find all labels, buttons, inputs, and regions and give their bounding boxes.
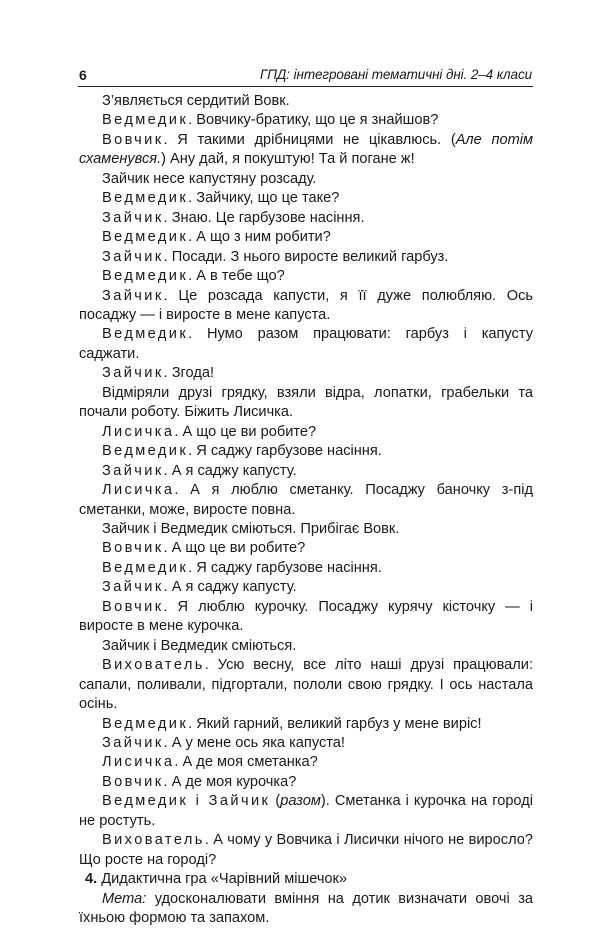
stage-remark: Зайчик несе капустяну розсаду. bbox=[102, 170, 317, 187]
section-title: Дидактична гра «Чарівний мішечок» bbox=[97, 871, 348, 888]
dialogue-line: Вовчик. Я такими дрібницями не цікавлюсь. (Але потім схаменувся.) Ану дай, я покуштую! Та й погане ж! bbox=[79, 131, 533, 168]
speaker-name: Вовчик bbox=[102, 773, 164, 790]
speaker-name: Вихователь bbox=[102, 657, 205, 674]
speaker-name: Зайчик bbox=[102, 734, 164, 751]
stage-remark: З’являється сердитий Вовк. bbox=[102, 93, 290, 109]
stage-remark: Зайчик і Ведмедик сміються. Прибігає Вовк. bbox=[102, 520, 400, 537]
speaker-name: Ведмедик bbox=[102, 443, 189, 460]
goal-text: удосконалювати вміння на дотик визначати овочі за їхньою формою та запахом. bbox=[79, 890, 533, 927]
dialogue-line: Зайчик. Це розсада капусти, я її дуже полюбляю. Ось посаджу — і виросте в мене капуста. bbox=[79, 287, 533, 323]
dialogue-line: Зайчик. А я саджу капусту. bbox=[102, 462, 297, 479]
stage-direction: разом bbox=[280, 793, 321, 810]
speaker-name: Вихователь bbox=[102, 832, 205, 849]
speaker-name: Ведмедик bbox=[102, 326, 189, 343]
dialogue-line: Ведмедик. Я саджу гарбузове насіння. bbox=[102, 443, 382, 460]
dialogue-line: Ведмедик і Зайчик (разом). Сметанка і курочка на городі не ростуть. bbox=[79, 793, 533, 829]
stage-direction: Але потім схаменувся. bbox=[79, 131, 533, 168]
dialogue-line: Зайчик. Посади. З нього виросте великий гарбуз. bbox=[102, 248, 449, 265]
page-number: 6 bbox=[79, 67, 87, 83]
speaker-name: Лисичка bbox=[102, 754, 175, 771]
running-title: ГПД: інтегровані тематичні дні. 2–4 класи bbox=[259, 67, 532, 82]
goal-label: Мета: bbox=[102, 890, 147, 907]
dialogue-line: Лисичка. А що це ви робите? bbox=[102, 423, 317, 440]
dialogue-line: Ведмедик. Вовчику-братику, що це я знайшов? bbox=[102, 112, 439, 129]
section-goal bbox=[79, 890, 533, 928]
speaker-name: Ведмедик bbox=[102, 112, 189, 129]
dialogue-line: Вихователь. А чому у Вовчика і Лисички нічого не виросло? Що росте на городі? bbox=[79, 832, 533, 868]
speaker-name: Зайчик bbox=[102, 209, 164, 226]
section-number: 4. bbox=[85, 871, 98, 888]
speaker-name: Ведмедик bbox=[102, 268, 189, 285]
speaker-name: Ведмедик bbox=[102, 190, 189, 207]
page-header bbox=[78, 66, 533, 87]
dialogue-line: Лисичка. А де моя сметанка? bbox=[102, 754, 318, 771]
speaker-name: Зайчик bbox=[102, 248, 164, 265]
dialogue-line: Ведмедик. Я саджу гарбузове насіння. bbox=[102, 559, 382, 576]
speaker-name: Вовчик bbox=[102, 131, 164, 148]
dialogue-line: Лисичка. А я люблю сметанку. Посаджу баночку з-під сметанки, може, виросте повна. bbox=[79, 482, 533, 518]
speaker-name: Лисичка bbox=[102, 482, 175, 499]
speaker-name: Вовчик bbox=[102, 598, 164, 615]
speaker-name: Ведмедик bbox=[102, 715, 189, 732]
dialogue-line: Зайчик. А у мене ось яка капуста! bbox=[102, 734, 345, 751]
speaker-name: Лисичка bbox=[102, 423, 175, 440]
page-body bbox=[79, 92, 533, 928]
speaker-name: Зайчик bbox=[102, 287, 164, 304]
dialogue-line: Вовчик. А що це ви робите? bbox=[102, 540, 306, 557]
dialogue-line: Зайчик. Згода! bbox=[102, 365, 215, 382]
speaker-name: Зайчик bbox=[102, 579, 164, 596]
dialogue-line: Ведмедик. А в тебе що? bbox=[102, 268, 285, 285]
dialogue-line: Ведмедик. Нумо разом працювати: гарбуз і капусту саджати. bbox=[79, 326, 533, 362]
dialogue-line: Ведмедик. Який гарний, великий гарбуз у мене виріс! bbox=[102, 715, 482, 732]
speaker-name: Зайчик bbox=[102, 365, 164, 382]
speaker-name: Вовчик bbox=[102, 540, 164, 557]
dialogue-line: Вовчик. А де моя курочка? bbox=[102, 773, 297, 790]
dialogue-line: Ведмедик. Зайчику, що це таке? bbox=[102, 190, 340, 207]
dialogue-line: Вовчик. Я люблю курочку. Посаджу курячу кісточку — і виросте в мене курочка. bbox=[79, 598, 533, 635]
speaker-name: Ведмедик bbox=[102, 559, 189, 576]
dialogue-line: Вихователь. Усю весну, все літо наші друзі працювали: сапали, поливали, підгортали, пололи свою грядку. І ось настала осінь. bbox=[79, 657, 533, 713]
speaker-name: Зайчик bbox=[102, 462, 164, 479]
dialogue-line: Зайчик. Знаю. Це гарбузове насіння. bbox=[102, 209, 365, 226]
speaker-name: Ведмедик і Зайчик bbox=[102, 793, 271, 810]
speaker-name: Ведмедик bbox=[102, 229, 189, 246]
dialogue-line: Зайчик. А я саджу капусту. bbox=[102, 579, 297, 596]
stage-remark: Відміряли друзі грядку, взяли відра, лопатки, грабельки та почали роботу. Біжить Лисичка. bbox=[79, 384, 533, 421]
dialogue-line: Ведмедик. А що з ним робити? bbox=[102, 229, 331, 246]
stage-remark: Зайчик і Ведмедик сміються. bbox=[102, 637, 297, 654]
